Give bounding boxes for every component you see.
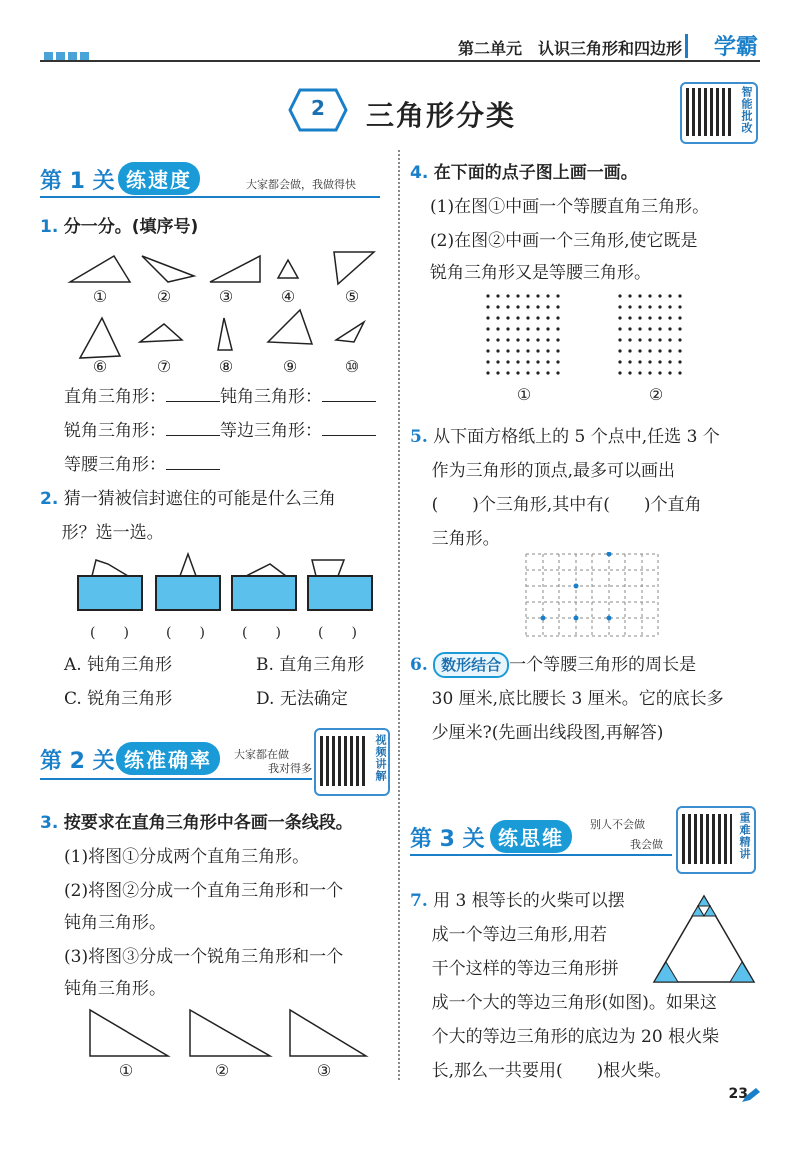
grid-dot [496, 327, 499, 330]
grid-dot [486, 294, 489, 297]
grid-dot [618, 338, 621, 341]
grid-dot [516, 371, 519, 374]
q1-label-1: ① [92, 287, 108, 306]
grid-dot [668, 338, 671, 341]
grid-dot [536, 349, 539, 352]
grid-dot [628, 327, 631, 330]
q4-label-2: ② [648, 385, 664, 404]
grid-dot [668, 349, 671, 352]
grid-dot [486, 349, 489, 352]
lesson-number: 2 [311, 96, 325, 120]
q1-blank-5[interactable] [166, 469, 220, 470]
grid-dot [658, 371, 661, 374]
q2-option-c: C. 锐角三角形 [64, 689, 173, 709]
grid-dot [546, 338, 549, 341]
grid-dot [526, 305, 529, 308]
grid-dot [658, 327, 661, 330]
level-1-motto: 大家都会做，我做得快 [246, 178, 356, 191]
brand-bar [685, 34, 688, 58]
grid-dot [506, 316, 509, 319]
grid-dot [526, 294, 529, 297]
q1-label-9: ⑨ [282, 357, 298, 376]
grid-dot [546, 371, 549, 374]
grid-dot [536, 338, 539, 341]
grid-dot [486, 338, 489, 341]
q3-label-3: ③ [316, 1061, 332, 1080]
q1-blank-2[interactable] [322, 401, 376, 402]
q1-label-3: ③ [218, 287, 234, 306]
q1-blank-4[interactable] [322, 435, 376, 436]
grid-dot [628, 305, 631, 308]
grid-dot [618, 305, 621, 308]
q1-label-8: ⑧ [218, 357, 234, 376]
grid-dot [618, 294, 621, 297]
level-1-underline [40, 196, 380, 198]
grid-dot [638, 294, 641, 297]
grid-dot [506, 360, 509, 363]
grid-dot [506, 349, 509, 352]
grid-dot [546, 360, 549, 363]
grid-dot [678, 338, 681, 341]
grid-dot [628, 338, 631, 341]
grid-dot [648, 371, 651, 374]
q1-fill-row-1: 直角三角形： 钝角三角形： [64, 380, 376, 414]
q2-option-b: B. 直角三角形 [256, 655, 365, 675]
q1-fill-row-2: 锐角三角形： 等边三角形： [64, 414, 376, 448]
grid-dot [678, 360, 681, 363]
grid-dot [516, 349, 519, 352]
grid-dot [546, 316, 549, 319]
grid-dot [536, 316, 539, 319]
grid-dot [628, 371, 631, 374]
q5-grid-paper [524, 552, 664, 642]
grid-dot [526, 360, 529, 363]
level-2-pill: 练准确率 [116, 742, 220, 775]
grid-dot [536, 371, 539, 374]
grid-dot [648, 294, 651, 297]
q2-option-a: A. 钝角三角形 [64, 655, 173, 675]
grid-dot [668, 327, 671, 330]
grid-dot [658, 316, 661, 319]
grid-dot [526, 349, 529, 352]
q3-step-3b: 钝角三角形。 [64, 979, 166, 999]
grid-dot [546, 305, 549, 308]
grid-dot [648, 305, 651, 308]
grid-dot [648, 327, 651, 330]
grid-dot [668, 360, 671, 363]
grid-dot [496, 349, 499, 352]
grid-dot [486, 371, 489, 374]
grid-dot [678, 327, 681, 330]
grid-dot [658, 305, 661, 308]
qr-label: 重难精讲 [738, 812, 751, 860]
q3-label-1: ① [118, 1061, 134, 1080]
q1-prompt: 1. 分一分。(填序号) [40, 217, 199, 237]
level-2-label: 第 2 关 [40, 749, 115, 774]
level-2-underline [40, 778, 312, 780]
grid-dot [658, 294, 661, 297]
header-rule [40, 60, 760, 62]
q4-step-2b: 锐角三角形又是等腰三角形。 [430, 263, 651, 283]
grid-dot [516, 338, 519, 341]
grid-dot [556, 294, 559, 297]
grid-dot [668, 294, 671, 297]
grid-dot [648, 316, 651, 319]
level-2-motto-2: 我对得多 [268, 762, 312, 775]
grid-dot [556, 360, 559, 363]
grid-dot [618, 371, 621, 374]
q1-label-4: ④ [280, 287, 296, 306]
q2-answer-4[interactable]: ( ) [318, 625, 357, 641]
level-1-label: 第 1 关 [40, 169, 115, 194]
q2-answer-2[interactable]: ( ) [166, 625, 205, 641]
grid-dot [516, 327, 519, 330]
grid-dot [638, 327, 641, 330]
grid-dot [526, 327, 529, 330]
q1-label-2: ② [156, 287, 172, 306]
level-1-pill: 练速度 [118, 162, 200, 195]
grid-dot [486, 305, 489, 308]
grid-dot [628, 360, 631, 363]
grid-dot [556, 305, 559, 308]
q1-fill-row-3: 等腰三角形： [64, 448, 220, 482]
q2-answer-3[interactable]: ( ) [242, 625, 281, 641]
qr-label: 视频讲解 [374, 734, 387, 782]
q3-step-1: (1)将图①分成两个直角三角形。 [64, 847, 310, 867]
q4-label-1: ① [516, 385, 532, 404]
grid-dot [516, 316, 519, 319]
grid-dot [638, 305, 641, 308]
q7-text: 7. 用 3 根等长的火柴可以摆 成一个等边三角形,用若 干个这样的等边三角形拼 成一个大的等边三角形(如图)。如果这 个大的等边三角形的底边为 20 根火柴 长,那么一共要用( )根火柴。 [410, 891, 720, 1081]
q5-text: 5. 从下面方格纸上的 5 个点中,任选 3 个 作为三角形的顶点,最多可以画出 ( )个三角形,其中有( )个直角 三角形。 [410, 427, 720, 549]
qr-pattern-icon [320, 736, 368, 786]
grid-dot [638, 371, 641, 374]
q4-step-1: (1)在图①中画一个等腰直角三角形。 [430, 197, 710, 217]
grid-dot [486, 327, 489, 330]
grid-dot [536, 294, 539, 297]
grid-dot [496, 305, 499, 308]
q2-option-d: D. 无法确定 [256, 689, 348, 709]
brand-logo: 学霸 [713, 35, 758, 60]
grid-dot [618, 360, 621, 363]
q3-step-2b: 钝角三角形。 [64, 913, 166, 933]
grid-dot [678, 305, 681, 308]
grid-dot [556, 316, 559, 319]
level-3-pill: 练思维 [490, 820, 572, 853]
grid-dot [678, 349, 681, 352]
grid-dot [678, 294, 681, 297]
grid-dot [618, 316, 621, 319]
grid-dot [506, 305, 509, 308]
grid-dot [526, 316, 529, 319]
grid-dot [668, 371, 671, 374]
grid-dot [526, 371, 529, 374]
q1-triangles [60, 246, 380, 376]
grid-dot [668, 305, 671, 308]
header-decoration [44, 46, 92, 65]
grid-dot [496, 294, 499, 297]
grid-dot [536, 327, 539, 330]
grid-dot [638, 316, 641, 319]
q2-answer-1[interactable]: ( ) [90, 625, 129, 641]
grid-dot [546, 349, 549, 352]
q3-label-2: ② [214, 1061, 230, 1080]
q7-matchstick-triangle [648, 890, 760, 990]
unit-title: 第二单元 认识三角形和四边形 [457, 39, 682, 58]
q3-right-triangles [80, 1004, 380, 1086]
q2-envelopes [76, 552, 386, 616]
qr-code-level-2[interactable] [314, 728, 390, 796]
q1-label-6: ⑥ [92, 357, 108, 376]
q1-blank-3[interactable] [166, 435, 220, 436]
grid-dot [496, 338, 499, 341]
column-divider [398, 150, 400, 1080]
grid-dot [638, 360, 641, 363]
page-title: 三角形分类 [366, 99, 517, 132]
qr-code-top[interactable] [680, 82, 758, 144]
q3-step-3a: (3)将图③分成一个锐角三角形和一个 [64, 947, 344, 967]
grid-dot [506, 371, 509, 374]
level-3-underline [410, 854, 672, 856]
grid-dot [618, 327, 621, 330]
grid-dot [556, 371, 559, 374]
grid-dot [648, 338, 651, 341]
grid-dot [648, 349, 651, 352]
q4-dot-grids[interactable] [478, 290, 688, 406]
grid-dot [556, 327, 559, 330]
grid-dot [516, 360, 519, 363]
q1-label-10: ⑩ [344, 357, 360, 376]
grid-dot [678, 371, 681, 374]
qr-code-level-3[interactable] [676, 806, 756, 874]
grid-dot [546, 327, 549, 330]
grid-dot [668, 316, 671, 319]
grid-dot [556, 349, 559, 352]
grid-dot [516, 294, 519, 297]
qr-pattern-icon [686, 88, 734, 136]
q1-blank-1[interactable] [166, 401, 220, 402]
q4-prompt: 4. 在下面的点子图上画一画。 [410, 163, 638, 183]
grid-dot [628, 349, 631, 352]
grid-dot [628, 294, 631, 297]
level-3-label: 第 3 关 [410, 827, 485, 852]
qr-label: 智能批改 [740, 86, 753, 134]
grid-dot [486, 316, 489, 319]
grid-dot [546, 294, 549, 297]
level-3-motto-2: 我会做 [630, 838, 663, 851]
grid-dot [516, 305, 519, 308]
level-2-motto-1: 大家都在做 [234, 748, 289, 761]
page-number: 23 [728, 1086, 748, 1102]
level-3-motto-1: 别人不会做 [590, 818, 645, 831]
grid-dot [658, 338, 661, 341]
grid-dot [526, 338, 529, 341]
q6-badge: 数形结合 [433, 652, 509, 678]
grid-dot [496, 360, 499, 363]
grid-dot [658, 360, 661, 363]
grid-dot [506, 338, 509, 341]
q3-prompt: 3. 按要求在直角三角形中各画一条线段。 [40, 813, 353, 833]
q6-text: 6. 数形结合 一个等腰三角形的周长是 30 厘米,底比腰长 3 厘米。它的底长多 少厘米?(先画出线段图,再解答) [410, 648, 770, 750]
grid-dot [506, 327, 509, 330]
grid-dot [628, 316, 631, 319]
qr-pattern-icon [682, 814, 732, 864]
grid-dot [536, 305, 539, 308]
grid-dot [638, 349, 641, 352]
grid-dot [648, 360, 651, 363]
grid-dot [556, 338, 559, 341]
q2-prompt: 2. 猜一猜被信封遮住的可能是什么三角 形？选一选。 [40, 489, 336, 543]
q4-step-2a: (2)在图②中画一个三角形,使它既是 [430, 231, 698, 251]
grid-dot [536, 360, 539, 363]
grid-dot [658, 349, 661, 352]
q1-label-7: ⑦ [156, 357, 172, 376]
grid-dot [618, 349, 621, 352]
grid-dot [486, 360, 489, 363]
grid-dot [496, 371, 499, 374]
q1-label-5: ⑤ [344, 287, 360, 306]
pencil-icon [740, 1086, 762, 1104]
grid-dot [496, 316, 499, 319]
q3-step-2a: (2)将图②分成一个直角三角形和一个 [64, 881, 344, 901]
grid-dot [506, 294, 509, 297]
grid-dot [638, 338, 641, 341]
grid-dot [678, 316, 681, 319]
